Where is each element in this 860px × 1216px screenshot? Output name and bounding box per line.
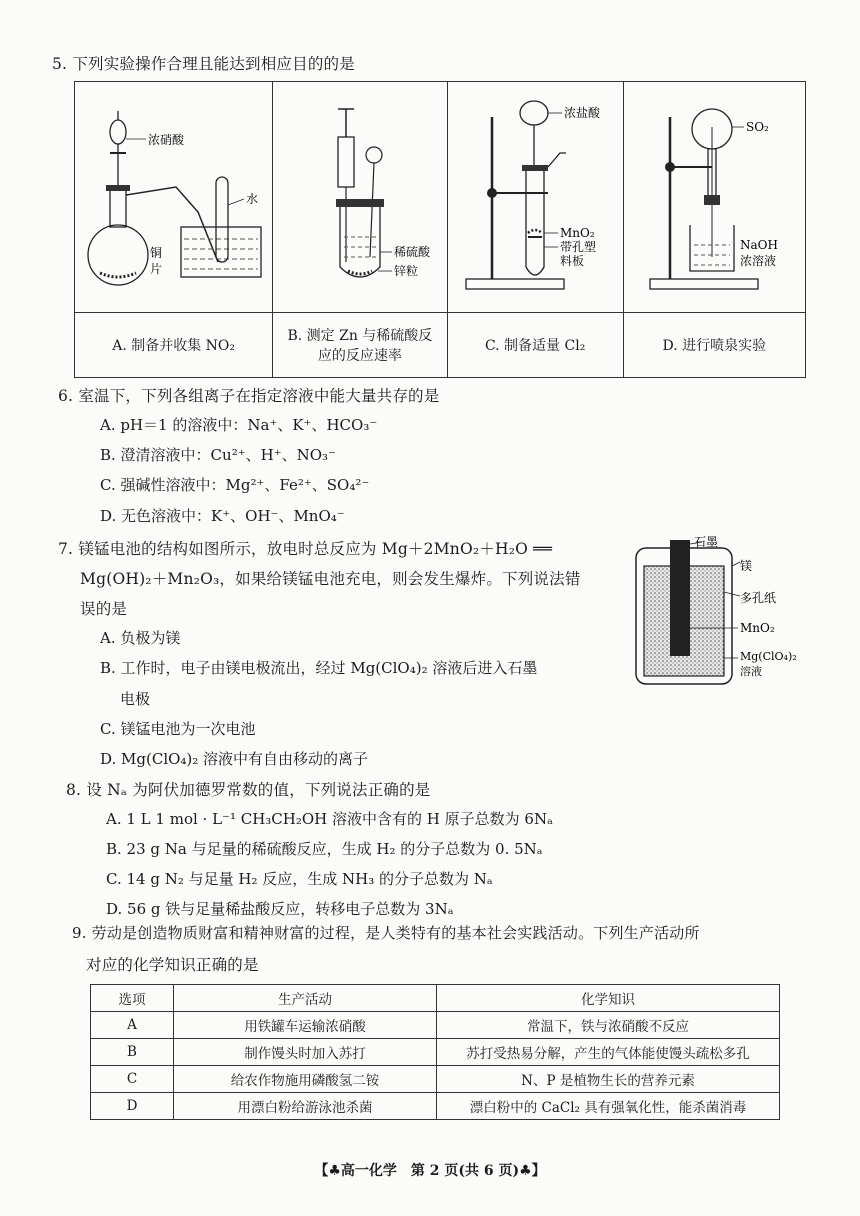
table-row <box>91 1039 780 1066</box>
q9-stem-line2: 对应的化学知识正确的是 <box>86 956 259 974</box>
battery-label-mg: 镁 <box>740 559 753 573</box>
fig-c-label-2: 带孔塑 <box>560 240 597 254</box>
row-d-knowledge: 漂白粉中的 CaCl₂ 具有强氧化性，能杀菌消毒 <box>437 1093 780 1120</box>
q7-option-b: B. 工作时，电子由镁电极流出，经过 Mg(ClO₄)₂ 溶液后进入石墨 <box>100 659 538 677</box>
fig-d-label-0: SO₂ <box>746 120 770 134</box>
q5-option-b: B. 测定 Zn 与稀硫酸反 应的反应速率 <box>273 313 447 378</box>
fig-d-label-1: NaOH <box>740 238 779 252</box>
row-c-option: C <box>91 1066 174 1093</box>
q8-option-a: A. 1 L 1 mol · L⁻¹ CH₃CH₂OH 溶液中含有的 H 原子总数为 6Nₐ <box>106 810 553 828</box>
q7-stem-line3: 误的是 <box>80 600 128 618</box>
row-b-activity: 制作馒头时加入苏打 <box>174 1039 437 1066</box>
q6-option-c: C. 强碱性溶液中：Mg²⁺、Fe²⁺、SO₄²⁻ <box>100 476 370 494</box>
row-a-option: A <box>91 1012 174 1039</box>
table-header-row <box>91 985 780 1012</box>
q9-table <box>90 984 780 1120</box>
q5-figure-b <box>273 82 447 313</box>
table-row <box>91 1012 780 1039</box>
battery-figure <box>630 532 830 692</box>
q7-option-b-cont: 电极 <box>120 690 151 708</box>
page-footer: 【♣高一化学 第 2 页(共 6 页)♣】 <box>314 1163 546 1179</box>
fig-c-label-1: MnO₂ <box>560 226 595 240</box>
table-row <box>91 1066 780 1093</box>
q5-stem: 5. 下列实验操作合理且能达到相应目的的是 <box>52 55 355 73</box>
header-activity: 生产活动 <box>174 985 437 1012</box>
battery-label-paper: 多孔纸 <box>740 591 777 605</box>
q8-stem: 8. 设 Nₐ 为阿伏加德罗常数的值，下列说法正确的是 <box>66 781 431 799</box>
table-row <box>91 1093 780 1120</box>
battery-label-solution: 溶液 <box>740 665 762 678</box>
q8-option-c: C. 14 g N₂ 与足量 H₂ 反应，生成 NH₃ 的分子总数为 Nₐ <box>106 870 493 888</box>
q6-stem: 6. 室温下，下列各组离子在指定溶液中能大量共存的是 <box>58 387 440 405</box>
q5-option-c: C. 制备适量 Cl₂ <box>447 313 623 378</box>
fig-c-label-3: 料板 <box>560 254 585 268</box>
q5-table <box>74 81 806 378</box>
fig-a-label-3: 片 <box>149 262 162 276</box>
row-c-activity: 给农作物施用磷酸氢二铵 <box>174 1066 437 1093</box>
fig-d-label-2: 浓溶液 <box>740 254 777 268</box>
row-a-knowledge: 常温下，铁与浓硝酸不反应 <box>437 1012 780 1039</box>
q5-figure-a <box>75 82 273 313</box>
q5-option-a: A. 制备并收集 NO₂ <box>75 313 273 378</box>
fig-c-label-0: 浓盐酸 <box>564 106 601 120</box>
q5-figure-c <box>447 82 623 313</box>
header-option: 选项 <box>91 985 174 1012</box>
row-b-option: B <box>91 1039 174 1066</box>
battery-label-mno2: MnO₂ <box>740 621 775 635</box>
fig-a-label-2: 铜 <box>149 246 162 260</box>
q7-option-d: D. Mg(ClO₄)₂ 溶液中有自由移动的离子 <box>100 750 369 768</box>
q5-figure-d <box>623 82 805 313</box>
row-d-option: D <box>91 1093 174 1120</box>
row-a-activity: 用铁罐车运输浓硝酸 <box>174 1012 437 1039</box>
q6-option-d: D. 无色溶液中：K⁺、OH⁻、MnO₄⁻ <box>100 507 345 525</box>
q6-option-a: A. pH＝1 的溶液中：Na⁺、K⁺、HCO₃⁻ <box>100 416 378 434</box>
battery-label-electrolyte: Mg(ClO₄)₂ <box>740 650 797 663</box>
q9-stem-line1: 9. 劳动是创造物质财富和精神财富的过程，是人类特有的基本社会实践活动。下列生产活动所 <box>72 924 700 942</box>
battery-label-graphite: 石墨 <box>694 535 719 549</box>
q7-option-c: C. 镁锰电池为一次电池 <box>100 720 256 738</box>
row-d-activity: 用漂白粉给游泳池杀菌 <box>174 1093 437 1120</box>
fig-a-label-1: 水 <box>245 192 258 206</box>
fig-b-label-0: 稀硫酸 <box>393 245 430 259</box>
row-b-knowledge: 苏打受热易分解，产生的气体能使馒头疏松多孔 <box>437 1039 780 1066</box>
fig-b-label-1: 锌粒 <box>393 264 418 278</box>
q5-option-d: D. 进行喷泉实验 <box>623 313 805 378</box>
q7-stem-line2: Mg(OH)₂＋Mn₂O₃，如果给镁锰电池充电，则会发生爆炸。下列说法错 <box>80 570 581 588</box>
row-c-knowledge: N、P 是植物生长的营养元素 <box>437 1066 780 1093</box>
fig-a-label-0: 浓硝酸 <box>147 133 184 147</box>
q6-option-b: B. 澄清溶液中：Cu²⁺、H⁺、NO₃⁻ <box>100 446 336 464</box>
q7-option-a: A. 负极为镁 <box>100 629 181 647</box>
q7-stem-line1: 7. 镁锰电池的结构如图所示，放电时总反应为 Mg＋2MnO₂＋H₂O ══ <box>58 540 553 558</box>
q8-option-d: D. 56 g 铁与足量稀盐酸反应，转移电子总数为 3Nₐ <box>106 900 454 918</box>
header-knowledge: 化学知识 <box>437 985 780 1012</box>
q8-option-b: B. 23 g Na 与足量的稀硫酸反应，生成 H₂ 的分子总数为 0. 5Nₐ <box>106 840 543 858</box>
